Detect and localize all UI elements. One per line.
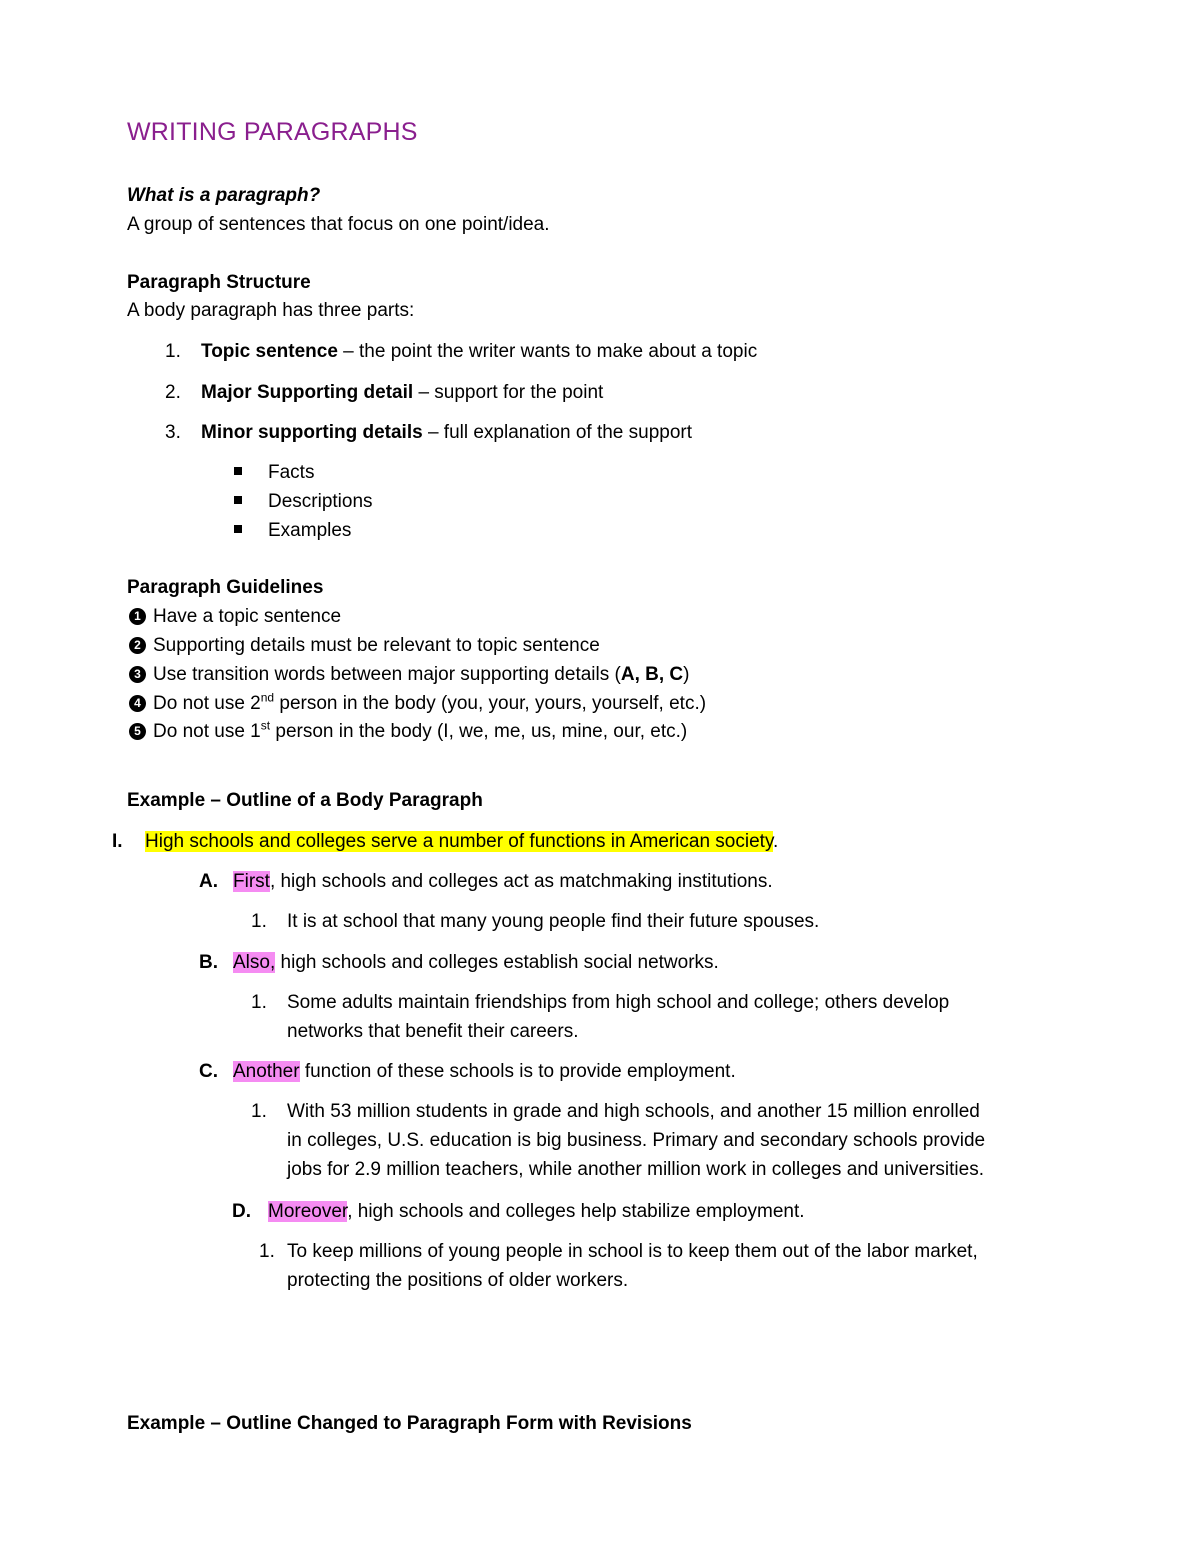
square-bullet-icon xyxy=(234,467,242,475)
sub-detail-b1-line1: Some adults maintain friendships from high school and college; others develop xyxy=(287,992,950,1013)
guideline-text: person in the body (I, we, me, us, mine, our, etc.) xyxy=(270,721,688,742)
superscript: st xyxy=(260,718,271,733)
structure-part-3 xyxy=(165,418,693,447)
sub-detail-c1-line2: in colleges, U.S. education is big business. Primary and secondary schools provide xyxy=(287,1130,986,1151)
circled-number-2-icon: 2 xyxy=(129,637,146,654)
circled-number-3-icon: 3 xyxy=(129,666,146,683)
sub-number: 1. xyxy=(251,1101,267,1122)
sub-bullet-descriptions: Descriptions xyxy=(268,491,373,512)
sub-detail-c1-line1: With 53 million students in grade and high schools, and another 15 million enrolled xyxy=(287,1101,980,1122)
list-number: 1. xyxy=(165,341,181,362)
guideline-text: person in the body (you, your, yours, yourself, etc.) xyxy=(274,693,707,714)
square-bullet-icon xyxy=(234,525,242,533)
guideline-text: ) xyxy=(683,664,690,685)
structure-part-2 xyxy=(165,378,604,407)
point-b xyxy=(233,948,719,977)
sub-detail-c1-line3: jobs for 2.9 million teachers, while another million work in colleges and universities. xyxy=(287,1159,984,1180)
sub-detail-d1-line2: protecting the positions of older workers. xyxy=(287,1270,629,1291)
point-a xyxy=(233,867,773,896)
transition-highlight: Moreover xyxy=(268,1201,348,1222)
guideline-text: Use transition words between major supporting details ( xyxy=(153,664,621,685)
structure-intro: A body paragraph has three parts: xyxy=(127,300,415,321)
guideline-4 xyxy=(153,689,706,718)
point-letter-c: C. xyxy=(199,1061,218,1082)
circled-number-4-icon: 4 xyxy=(129,695,146,712)
circled-number-5-icon: 5 xyxy=(129,723,146,740)
part-term: Minor supporting details xyxy=(201,422,423,443)
guideline-1: Have a topic sentence xyxy=(153,606,342,627)
transition-highlight: Another xyxy=(233,1061,300,1082)
superscript: nd xyxy=(260,690,275,705)
transition-highlight: Also, xyxy=(233,952,276,973)
page-title: WRITING PARAGRAPHS xyxy=(127,118,418,146)
guideline-3 xyxy=(153,660,689,689)
transition-highlight: First xyxy=(233,871,270,892)
guideline-5 xyxy=(153,717,687,746)
point-text: high schools and colleges establish social networks. xyxy=(275,952,719,973)
guideline-2: Supporting details must be relevant to topic sentence xyxy=(153,635,600,656)
part-term: Major Supporting detail xyxy=(201,382,414,403)
question-answer: A group of sentences that focus on one point/idea. xyxy=(127,214,550,235)
guideline-text: Do not use 1 xyxy=(153,721,261,742)
point-d xyxy=(268,1197,805,1226)
point-text: , high schools and colleges help stabilize employment. xyxy=(347,1201,805,1222)
part-desc: – the point the writer wants to make about a topic xyxy=(337,341,758,362)
sub-detail-a1: It is at school that many young people find their future spouses. xyxy=(287,911,820,932)
sub-bullet-facts: Facts xyxy=(268,462,315,483)
outline-heading: Example – Outline of a Body Paragraph xyxy=(127,790,483,811)
list-number: 2. xyxy=(165,382,181,403)
structure-part-1 xyxy=(165,337,758,366)
point-letter-d: D. xyxy=(232,1201,251,1222)
sub-bullet-examples: Examples xyxy=(268,520,352,541)
point-text: function of these schools is to provide employment. xyxy=(299,1061,736,1082)
list-number: 3. xyxy=(165,422,181,443)
outline-topic xyxy=(145,827,778,856)
sub-number: 1. xyxy=(259,1241,275,1262)
part-term: Topic sentence xyxy=(201,341,338,362)
sub-number: 1. xyxy=(251,992,267,1013)
square-bullet-icon xyxy=(234,496,242,504)
guidelines-heading: Paragraph Guidelines xyxy=(127,577,324,598)
sub-detail-b1-line2: networks that benefit their careers. xyxy=(287,1021,579,1042)
point-c xyxy=(233,1057,736,1086)
guideline-text: Do not use 2 xyxy=(153,693,261,714)
part-desc: – support for the point xyxy=(413,382,604,403)
roman-numeral: I. xyxy=(112,831,123,852)
point-text: , high schools and colleges act as matchmaking institutions. xyxy=(269,871,773,892)
final-heading: Example – Outline Changed to Paragraph Form with Revisions xyxy=(127,1413,692,1434)
point-letter-a: A. xyxy=(199,871,218,892)
question-heading: What is a paragraph? xyxy=(127,185,321,206)
topic-end: . xyxy=(773,831,779,852)
sub-number: 1. xyxy=(251,911,267,932)
point-letter-b: B. xyxy=(199,952,218,973)
structure-heading: Paragraph Structure xyxy=(127,272,311,293)
sub-detail-d1-line1: To keep millions of young people in school is to keep them out of the labor market, xyxy=(287,1241,978,1262)
guideline-bold: A, B, C xyxy=(620,664,684,685)
circled-number-1-icon: 1 xyxy=(129,608,146,625)
topic-highlight: High schools and colleges serve a number of functions in American society xyxy=(145,831,774,852)
part-desc: – full explanation of the support xyxy=(422,422,693,443)
